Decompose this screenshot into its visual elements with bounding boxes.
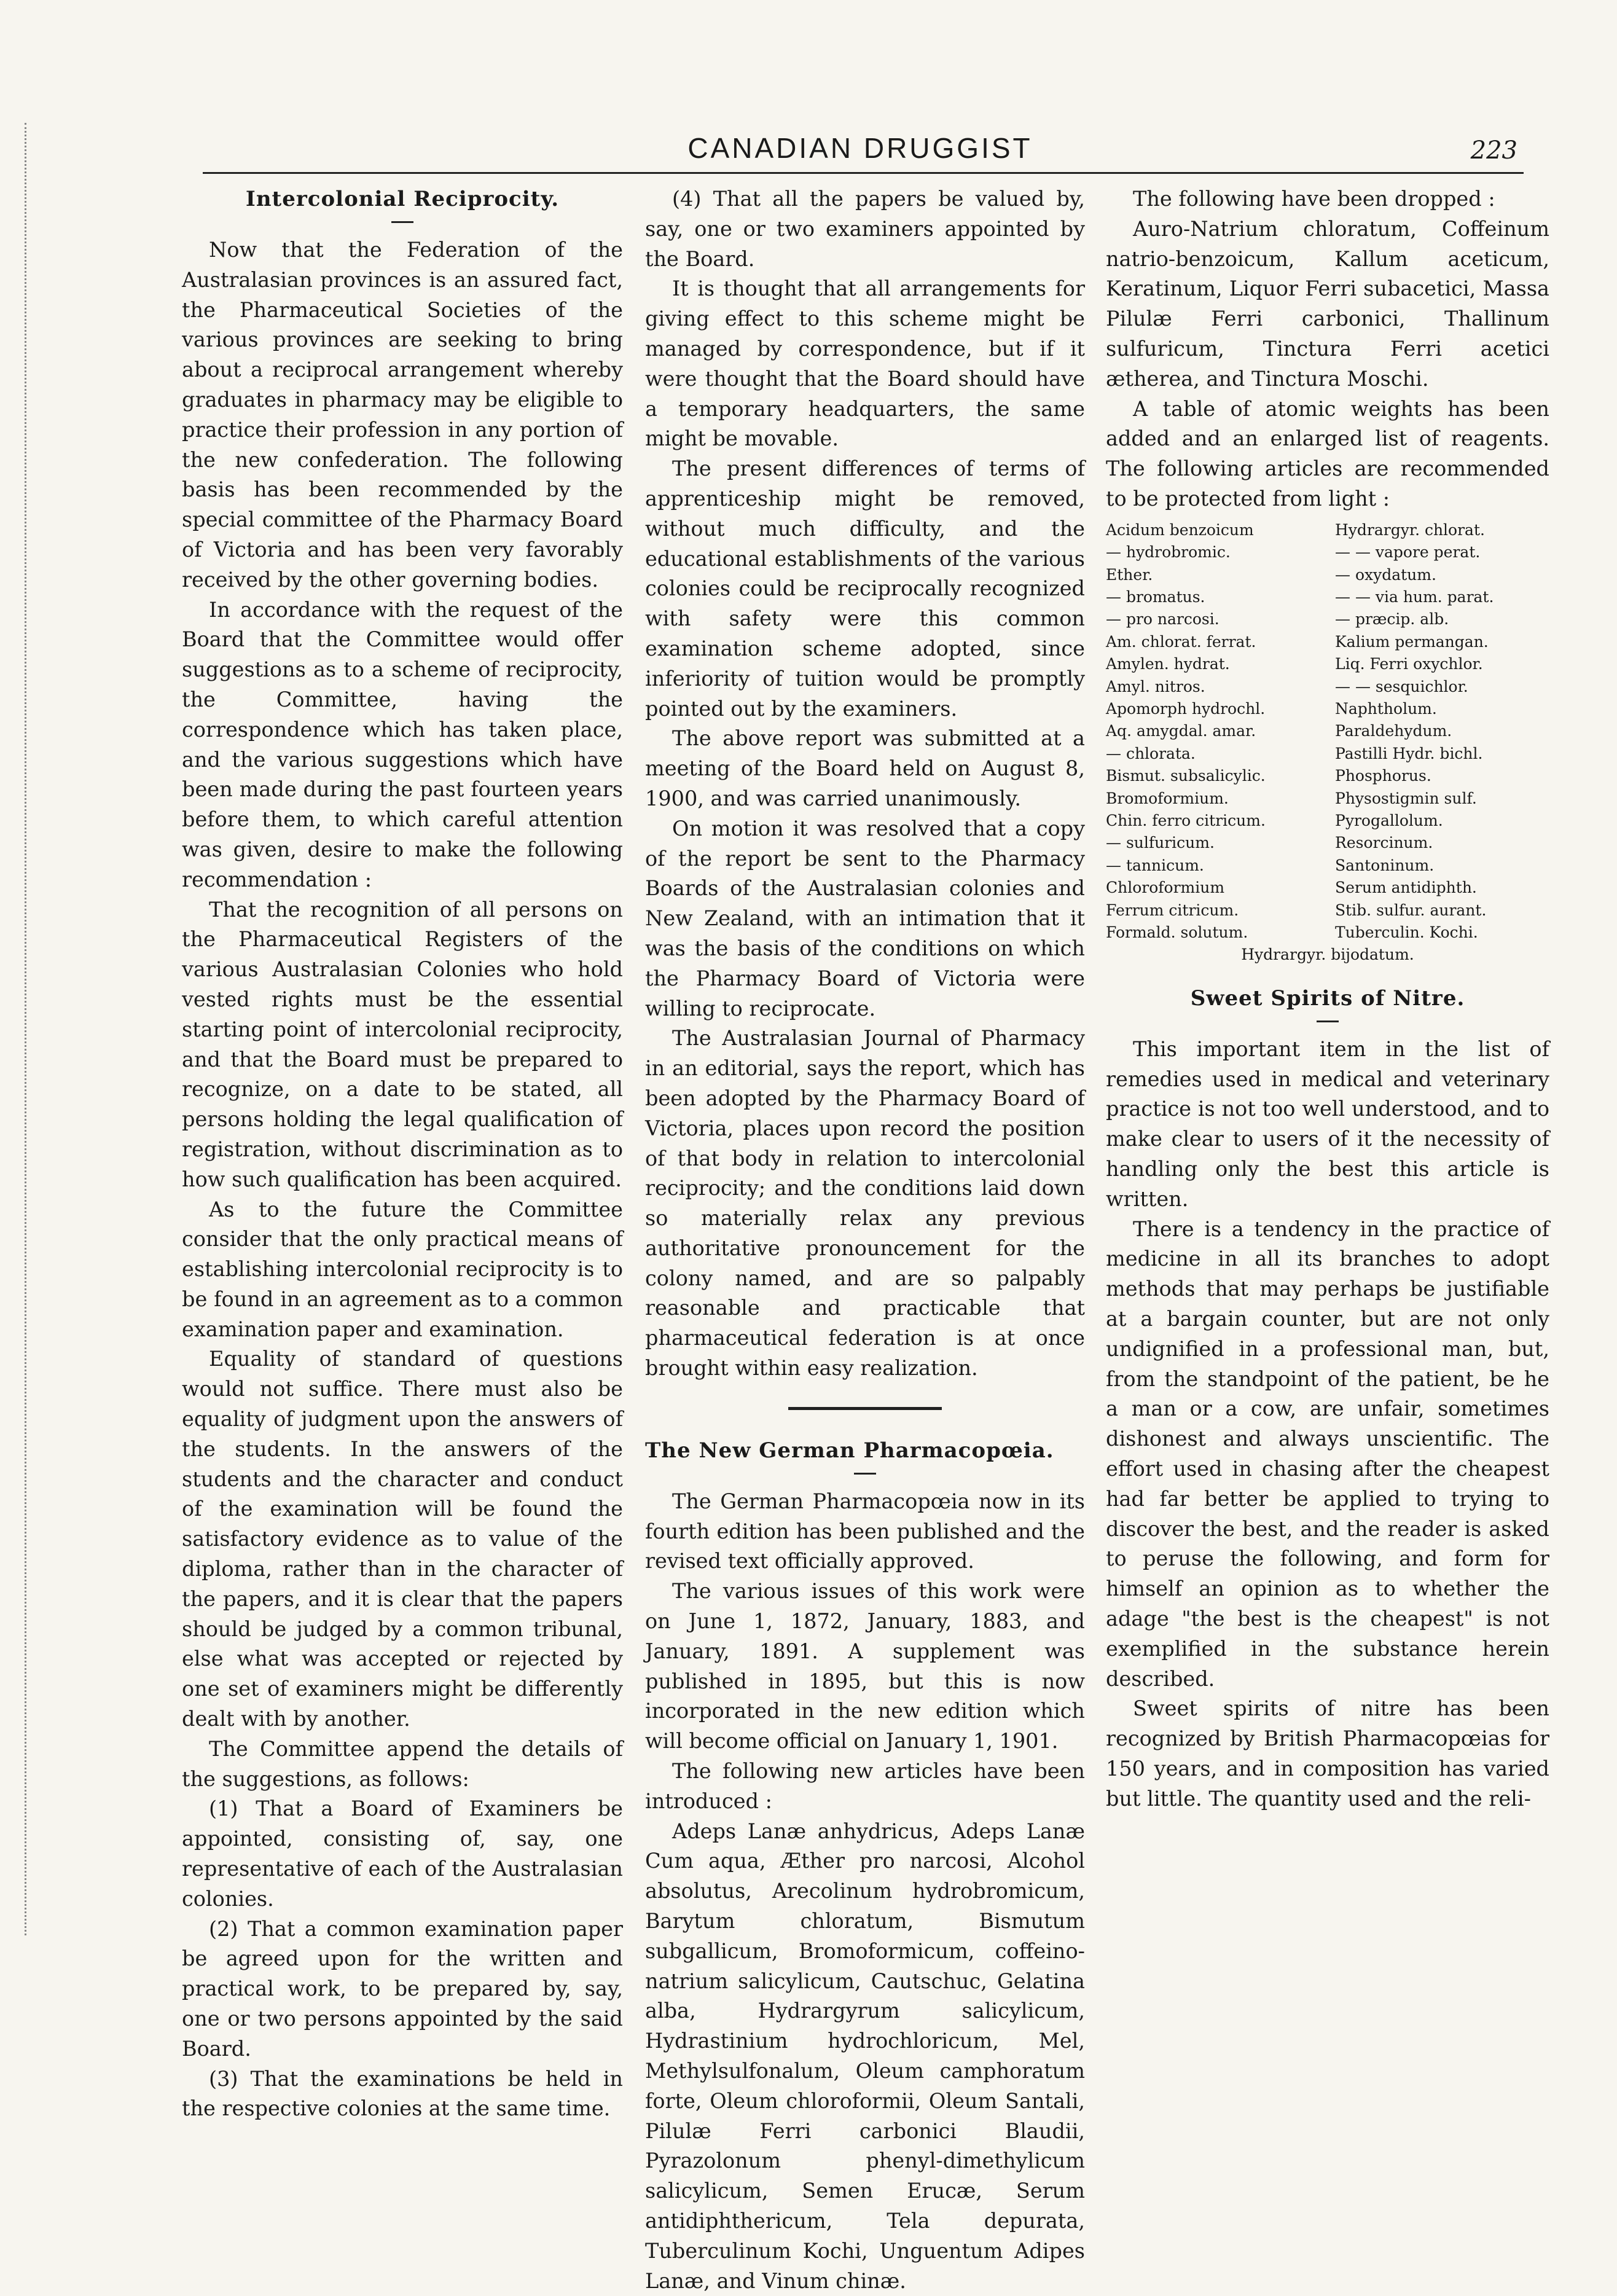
paragraph: Adeps Lanæ anhydricus, Adeps Lanæ Cum aqua, Æther pro narcosi, Alcohol absolutus, Arecolinum hydrobromicum, Barytum chloratum, Bismutum subgallicum, Bromoformicum, coffeino-natrium salicylicum, Cautschuc, Gelatina alba, Hydrargyrum salicylicum, Hydrastinium hydrochloricum, Mel, Methylsulfonalum, Oleum camphoratum forte, Oleum chloroformii, Oleum Santali, Pilulæ Ferri carbonici Blaudii, Pyrazolonum phenyl-dimethylicum salicylicum, Semen Erucæ, Serum antidiphthericum, Tela depurata, Tuberculinum Kochi, Unguentum Adipes Lanæ, and Vinum chinæ. xyxy=(645,1819,1085,2293)
paragraph: A table of atomic weights has been added and an enlarged list of reagents. The following articles are recommended to be protected from light : xyxy=(1106,396,1549,511)
column-2 xyxy=(645,184,1085,2296)
paragraph: Equality of standard of questions would not suffice. There must also be equality of judgment upon the answers of the students. In the answers of the students and the character and conduct of the examination will be found the satisfactory evidence as to value of the diploma, rather than in the character of the papers, and it is clear that the papers should be judged by a common tribunal, else what was accepted or rejected by one set of examiners might be differently dealt with by another. xyxy=(182,1347,623,1731)
table-cell: — chlorata. xyxy=(1106,744,1196,762)
running-head: CANADIAN DRUGGIST xyxy=(687,132,1033,164)
binding-edge xyxy=(25,123,36,1935)
table-cell: Bismut. subsalicylic. xyxy=(1106,767,1266,785)
table-cell: — oxydatum. xyxy=(1335,565,1436,584)
table-cell: Physostigmin sulf. xyxy=(1335,789,1477,807)
table-cell: Stib. sulfur. aurant. xyxy=(1335,901,1487,919)
table-cell: Hydrargyr. chlorat. xyxy=(1335,520,1485,539)
table-cell: Santoninum. xyxy=(1335,856,1435,874)
paragraph: The German Pharmacopœia now in its fourth edition has been published and the revised text officially approved. xyxy=(645,1489,1085,1573)
paragraph: The following new articles have been introduced : xyxy=(645,1759,1085,1813)
table-cell: Pastilli Hydr. bichl. xyxy=(1335,744,1483,762)
table-cell: Chin. ferro citricum. xyxy=(1106,812,1266,830)
paragraph: The Australasian Journal of Pharmacy in an editorial, says the report, which has been adopted by the Pharmacy Board of Victoria, places upon record the position of that body in relation to intercolonial reciprocity; and the conditions laid down so materially relax any previous authoritative pronouncement for the colony named, and are so palpably reasonable and practicable that pharmaceutical federation is at once brought within easy realization. xyxy=(645,1026,1085,1381)
paragraph: (4) That all the papers be valued by, say, one or two examiners appointed by the Board. xyxy=(645,187,1085,271)
table-cell: Resorcinum. xyxy=(1335,834,1433,852)
paragraph: Sweet spirits of nitre has been recognized by British Pharmacopœias for 150 years, and in composition has varied but little. The quantity used and the reli- xyxy=(1106,1696,1549,1811)
table-cell: Ferrum citricum. xyxy=(1106,901,1239,919)
table-cell: Liq. Ferri oxychlor. xyxy=(1335,655,1483,673)
table-cell: — — via hum. parat. xyxy=(1335,587,1494,606)
table-cell: — hydrobromic. xyxy=(1106,543,1231,562)
article-title-reciprocity: Intercolonial Reciprocity. xyxy=(245,187,560,211)
table-cell: Formald. solutum. xyxy=(1106,923,1248,942)
paragraph: There is a tendency in the practice of medicine in all its branches to adopt methods that may perhaps be justifiable at a bargain counter, but are not only undignified in a professional man, but, from the standpoint of the patient, be he a man or a cow, are unfair, sometimes dishonest and always unscientific. The effort used in chasing after the cheapest had far better be applied to trying to discover the best, and the reader is asked to peruse the following, and form for himself an opinion as to whether the adage "the best is the cheapest" is not exemplified in the substance herein described. xyxy=(1106,1217,1549,1691)
paragraph: The following have been dropped : xyxy=(1133,187,1495,211)
article-title-pharmacopoeia: The New German Pharmacopœia. xyxy=(645,1438,1054,1463)
table-cell: — — vapore perat. xyxy=(1335,543,1481,562)
table-cell: Am. chlorat. ferrat. xyxy=(1106,632,1256,651)
paragraph: On motion it was resolved that a copy of the report be sent to the Pharmacy Boards of the Australasian colonies and New Zealand, with an intimation that it was the basis of the conditions on which the Pharmacy Board of Victoria were willing to reciprocate. xyxy=(645,816,1085,1021)
table-cell: Tuberculin. Kochi. xyxy=(1335,923,1478,942)
title-dash xyxy=(854,1473,876,1475)
paragraph: Now that the Federation of the Australasian provinces is an assured fact, the Pharmaceutical Societies of the various provinces are seeking to bring about a reciprocal arrangement whereby graduates in pharmacy may be eligible to practice their profession in any portion of the new confederation. The following basis has been recommended by the special committee of the Pharmacy Board of Victoria and has been very favorably received by the other governing bodies. xyxy=(182,238,623,592)
column-3 xyxy=(1106,184,1549,1814)
table-cell: Amylen. hydrat. xyxy=(1106,655,1230,673)
page-number: 223 xyxy=(1470,136,1517,165)
table-cell: Ether. xyxy=(1106,565,1153,584)
table-cell: Kalium permangan. xyxy=(1335,632,1489,651)
article-title-nitre: Sweet Spirits of Nitre. xyxy=(1190,985,1465,1011)
paragraph: In accordance with the request of the Board that the Committee would offer suggestions as to a scheme of reciprocity, the Committee, having the correspondence which has taken place, and the various suggestions which have been made during the past fourteen years before them, to which careful attention was given, desire to make the following recommendation : xyxy=(182,597,623,891)
table-cell: Serum antidiphth. xyxy=(1335,879,1477,897)
paragraph: The above report was submitted at a meeting of the Board held on August 8, 1900, and was carried unanimously. xyxy=(645,726,1085,810)
table-cell: Apomorph hydrochl. xyxy=(1106,700,1266,718)
paragraph: (2) That a common examination paper be agreed upon for the written and practical work, to be prepared by, say, one or two persons appointed by the said Board. xyxy=(182,1916,623,2061)
header-rule xyxy=(203,172,1524,174)
paragraph: The present differences of terms of apprenticeship might be removed, without much difficulty, and the educational establishments of the various colonies could be reciprocally recognized with safety were this common examination scheme adopted, since inferiority of tuition would be promptly pointed out by the examiners. xyxy=(645,456,1085,721)
column-1 xyxy=(182,184,623,2124)
table-cell: Naphtholum. xyxy=(1335,700,1437,718)
table-cell: — tannicum. xyxy=(1106,856,1204,874)
light-protected-table xyxy=(1106,519,1549,966)
table-cell: Amyl. nitros. xyxy=(1106,677,1205,695)
table-cell: Paraldehydum. xyxy=(1335,722,1452,740)
table-cell: — sulfuricum. xyxy=(1106,834,1215,852)
page-header xyxy=(203,131,1517,174)
title-dash xyxy=(1317,1021,1339,1022)
table-cell: Bromoformium. xyxy=(1106,789,1229,807)
section-rule xyxy=(788,1407,942,1410)
paragraph: As to the future the Committee consider that the only practical means of establishing intercolonial reciprocity is to be found in an agreement as to a common examination paper and examination. xyxy=(182,1197,623,1341)
table-cell: — pro narcosi. xyxy=(1106,610,1220,629)
paragraph: This important item in the list of remedies used in medical and veterinary practice is not too well understood, and to make clear to users of it the necessity of handling only the best this article is written. xyxy=(1106,1036,1549,1211)
table-cell: Chloroformium xyxy=(1106,879,1225,897)
title-dash xyxy=(391,221,413,223)
paragraph: (3) That the examinations be held in the respective colonies at the same time. xyxy=(182,2066,623,2121)
table-cell: Hydrargyr. bijodatum. xyxy=(1241,946,1414,964)
table-cell: Acidum benzoicum xyxy=(1106,520,1254,539)
table-cell: Pyrogallolum. xyxy=(1335,812,1443,830)
table-cell: — bromatus. xyxy=(1106,587,1205,606)
paragraph: The Committee append the details of the suggestions, as follows: xyxy=(182,1736,623,1791)
table-cell: — præcip. alb. xyxy=(1335,610,1449,629)
paragraph: Auro-Natrium chloratum, Coffeinum natrio-benzoicum, Kallum aceticum, Keratinum, Liquor Ferri subacetici, Massa Pilulæ Ferri carbonici, Thallinum sulfuricum, Tinctura Ferri acetici ætherea, and Tinctura Moschi. xyxy=(1106,216,1549,391)
paragraph: (1) That a Board of Examiners be appointed, consisting of, say, one representative of each of the Australasian colonies. xyxy=(182,1796,623,1911)
paragraph: The various issues of this work were on June 1, 1872, January, 1883, and January, 1891. A supplement was published in 1895, but this is now incorporated in the new edition which will become official on January 1, 1901. xyxy=(645,1579,1085,1753)
paragraph: It is thought that all arrangements for giving effect to this scheme might be managed by correspondence, but if it were thought that the Board should have a temporary headquarters, the same might be movable. xyxy=(645,276,1085,451)
table-cell: Aq. amygdal. amar. xyxy=(1106,722,1256,740)
table-cell: — — sesquichlor. xyxy=(1335,677,1468,695)
table-cell: Phosphorus. xyxy=(1335,767,1431,785)
paragraph: That the recognition of all persons on the Pharmaceutical Registers of the various Australasian Colonies who hold vested rights must be the essential starting point of intercolonial reciprocity, and that the Board must be prepared to recognize, on a date to be stated, all persons holding the legal qualification of registration, without discrimination as to how such qualification has been acquired. xyxy=(182,897,623,1191)
